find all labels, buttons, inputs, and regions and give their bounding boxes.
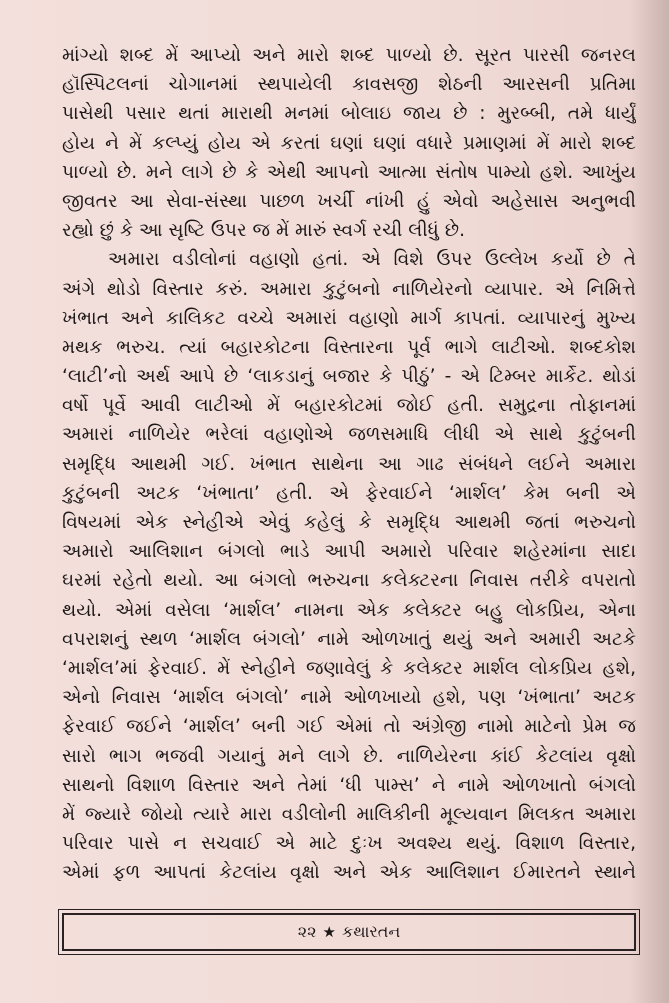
text-line: અમારો આલિશાન બંગલો ભાડે આપી અમારો પરિવાર શહેરમાંના સાદા (62, 541, 636, 563)
text-line: કુટુંબની અટક ‘ખંભાતા’ હતી. એ ફેરવાઈને ‘માર્શલ’ કેમ બની એ (62, 482, 636, 504)
text-line: પાસેથી પસાર થતાં મારાથી મનમાં બોલાઇ જાય છે : મુરબ્બી, તમે ધાર્યું (62, 103, 636, 125)
text-line: પાળ્યો છે. મને લાગે છે કે એથી આપનો આત્મા સંતોષ પામ્યો હશે. આખુંય (62, 161, 636, 183)
text-line: એનો નિવાસ ‘માર્શલ બંગલો’ નામે ઓળખાયો હશે, પણ ‘ખંભાતા’ અટક (62, 687, 636, 709)
page-footer (62, 913, 636, 951)
text-line: ‘લાટી’નો અર્થ આપે છે ‘લાકડાનું બજાર કે પીઠું’ - એ ટિમ્બર માર્કેટ. થોડાં (62, 366, 636, 388)
paragraph-1 (62, 41, 636, 245)
body-text (62, 41, 636, 887)
page-number: ૨૨ (297, 922, 317, 941)
text-line: મથક ભરુચ. ત્યાં બહારકોટના વિસ્તારના પૂર્વ ભાગે લાટીઓ. શબ્દકોશ (62, 336, 636, 358)
text-line: વર્ષો પૂર્વે આવી લાટીઓ મેં બહારકોટમાં જોઈ હતી. સમુદ્રના તોફાનમાં (62, 395, 636, 417)
text-line: એમાં ફળ આપતાં કેટલાંય વૃક્ષો અને એક આલિશાન ઈમારતને સ્થાને (62, 862, 636, 884)
text-line: અમારાં નાળિયેર ભરેલાં વહાણોએ જળસમાધિ લીધી એ સાથે કુટુંબની (62, 424, 636, 446)
book-title: કથારતન (341, 922, 401, 941)
text-line: મેં જ્યારે જોયો ત્યારે મારા વડીલોની માલિકીની મૂલ્યવાન મિલકત અમારા (62, 803, 636, 825)
text-line: ફેરવાઈ જઈને ‘માર્શલ’ બની ગઈ એમાં તો અંગ્રેજી નામો માટેનો પ્રેમ જ (62, 716, 636, 738)
text-line: અમારા વડીલોનાં વહાણો હતાં. એ વિશે ઉપર ઉલ્લેખ કર્યો છે તે (108, 249, 636, 271)
text-line: ખંભાત અને કાલિકટ વચ્ચે અમારાં વહાણો માર્ગ કાપતાં. વ્યાપારનું મુખ્ય (62, 307, 636, 329)
text-line: થયો. એમાં વસેલા ‘માર્શલ’ નામના એક કલેક્ટર બહુ લોકપ્રિય, એના (62, 599, 636, 621)
text-line: વપરાશનું સ્થળ ‘માર્શલ બંગલો’ નામે ઓળખાતું થયું અને અમારી અટકે (62, 628, 636, 650)
star-icon: ★ (322, 923, 336, 941)
text-line: વિષયમાં એક સ્નેહીએ એવું કહેલું કે સમૃદ્ધિ આથમી જતાં ભરુચનો (62, 512, 636, 533)
text-line: પરિવાર પાસે ન સચવાઈ એ માટે દુઃખ અવશ્ય થયું. વિશાળ વિસ્તાર, (62, 833, 636, 855)
text-line: હોય ને મેં કલ્પ્યું હોય એ કરતાં ઘણાં ઘણાં વધારે પ્રમાણમાં મેં મારો શબ્દ (62, 132, 636, 154)
text-line: અંગે થોડો વિસ્તાર કરું. અમારા કુટુંબનો નાળિયેરનો વ્યાપાર. એ નિમિત્તે (62, 278, 636, 300)
text-line: ‘માર્શલ’માં ફેરવાઈ. મેં સ્નેહીને જણાવેલું કે કલેક્ટર માર્શલ લોકપ્રિય હશે, (62, 657, 636, 679)
text-line: જીવતર આ સેવા-સંસ્થા પાછળ ખર્ચી નાંખી હું એવો અહેસાસ અનુભવી (62, 190, 636, 212)
text-line: સાથનો વિશાળ વિસ્તાર અને તેમાં ‘ધી પામ્સ’ ને નામે ઓળખાતો બંગલો (62, 774, 636, 796)
paragraph-2 (62, 245, 636, 887)
text-line: હૉસ્પિટલનાં ચોગાનમાં સ્થપાયેલી કાવસજી શેઠની આરસની પ્રતિમા (62, 74, 636, 96)
text-line: સારો ભાગ ભજવી ગયાનું મને લાગે છે. નાળિયેરના કાંઈ કેટલાંય વૃક્ષો (62, 745, 636, 767)
text-line: સમૃદ્ધિ આથમી ગઈ. ખંભાત સાથેના આ ગાઢ સંબંધને લઈને અમારા (62, 453, 636, 475)
text-line: માંગ્યો શબ્દ મેં આપ્યો અને મારો શબ્દ પાળ્યો છે. સૂરત પારસી જનરલ (62, 45, 636, 66)
text-line: રહ્યો છું કે આ સૃષ્ટિ ઉપર જ મેં મારું સ્વર્ગ રચી લીધું છે. (62, 220, 465, 242)
text-line: ઘરમાં રહેતો થયો. આ બંગલો ભરુચના કલેક્ટરના નિવાસ તરીકે વપરાતો (62, 570, 636, 592)
